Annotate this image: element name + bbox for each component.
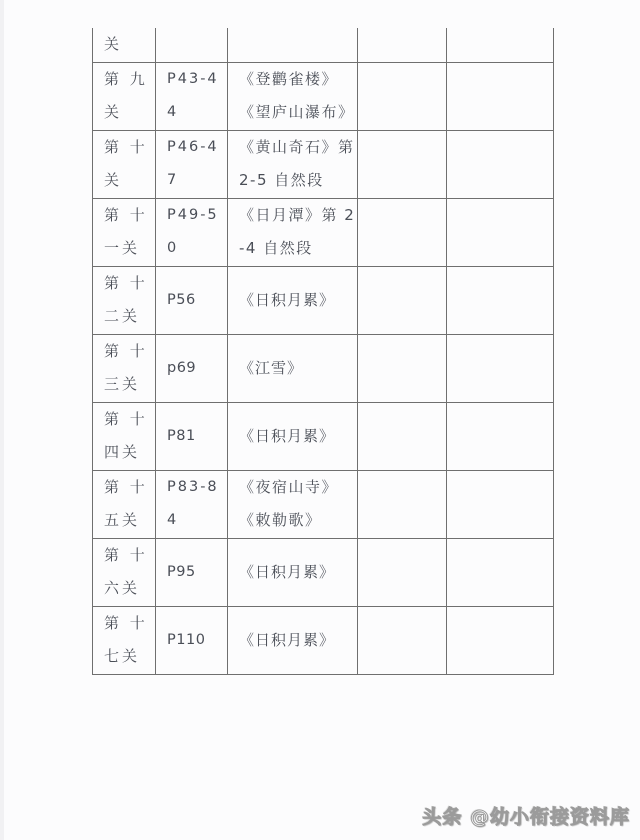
- cell-blank-2: [447, 402, 554, 470]
- cell-line: 0: [167, 240, 179, 256]
- cell-line: 《日积月累》: [239, 630, 336, 649]
- cell-content: [228, 470, 358, 538]
- cell-line: 《黄山奇石》第: [239, 138, 355, 156]
- cell-page-number: [156, 28, 228, 62]
- cell-blank-1: [358, 130, 447, 198]
- table-row: [93, 538, 554, 606]
- cell-page-number: [156, 62, 228, 130]
- cell-line: 4: [167, 104, 179, 120]
- cell-line: P81: [167, 427, 196, 444]
- cell-page-number: [156, 470, 228, 538]
- cell-blank-1: [358, 62, 447, 130]
- cell-page-number: [156, 266, 228, 334]
- table-row: [93, 470, 554, 538]
- cell-line: 第 十: [104, 342, 148, 360]
- cell-line: P46-4: [167, 139, 219, 155]
- cell-line: P56: [167, 291, 196, 308]
- cell-level: [93, 402, 156, 470]
- cell-content: [228, 266, 358, 334]
- cell-level: [93, 130, 156, 198]
- cell-line: P110: [167, 631, 206, 648]
- cell-line: 第 十: [104, 274, 148, 292]
- table-row: [93, 28, 554, 62]
- cell-content: [228, 130, 358, 198]
- cell-line: 第 十: [104, 546, 148, 564]
- cell-line: 第 九: [104, 70, 148, 88]
- cell-line: 第 十: [104, 614, 148, 632]
- cell-content: [228, 606, 358, 674]
- cell-line: 四关: [104, 443, 141, 461]
- cell-line: P95: [167, 563, 196, 580]
- cell-blank-1: [358, 28, 447, 62]
- cell-line: P43-4: [167, 71, 219, 87]
- cell-blank-2: [447, 198, 554, 266]
- cell-line: 第 十: [104, 138, 148, 156]
- cell-level: [93, 334, 156, 402]
- cell-line: 第 十: [104, 206, 148, 224]
- checklist-table-body: [93, 28, 554, 674]
- cell-line: 三关: [104, 375, 141, 393]
- cell-line: 《登鹳雀楼》: [239, 70, 339, 88]
- cell-line: 《敕勒歌》: [239, 511, 322, 529]
- cell-line: 第 十: [104, 410, 148, 428]
- cell-line: 7: [167, 172, 179, 188]
- cell-page-number: [156, 538, 228, 606]
- cell-line: P49-5: [167, 207, 219, 223]
- table-row: [93, 402, 554, 470]
- table-row: [93, 130, 554, 198]
- cell-blank-2: [447, 62, 554, 130]
- cell-line: 《日积月累》: [239, 562, 336, 581]
- cell-blank-1: [358, 266, 447, 334]
- cell-blank-1: [358, 402, 447, 470]
- cell-level: [93, 470, 156, 538]
- cell-blank-2: [447, 334, 554, 402]
- cell-line: 4: [167, 512, 179, 528]
- cell-line: 2-5 自然段: [239, 171, 324, 189]
- cell-content: [228, 402, 358, 470]
- cell-level: [93, 606, 156, 674]
- cell-blank-1: [358, 198, 447, 266]
- cell-page-number: [156, 130, 228, 198]
- cell-line: 《日积月累》: [239, 290, 336, 309]
- cell-content: [228, 334, 358, 402]
- table-row: [93, 334, 554, 402]
- cell-level: [93, 538, 156, 606]
- cell-content: [228, 28, 358, 62]
- cell-content: [228, 538, 358, 606]
- cell-line: 《日积月累》: [239, 426, 336, 445]
- cell-page-number: [156, 402, 228, 470]
- cell-blank-2: [447, 606, 554, 674]
- table-row: [93, 62, 554, 130]
- cell-line: 《江雪》: [239, 358, 304, 377]
- cell-blank-2: [447, 130, 554, 198]
- cell-line: 二关: [104, 307, 141, 325]
- cell-line: -4 自然段: [239, 239, 313, 257]
- cell-line: P83-8: [167, 479, 219, 495]
- cell-level: [93, 198, 156, 266]
- cell-level: [93, 62, 156, 130]
- cell-line: 五关: [104, 511, 141, 529]
- cell-line: 一关: [104, 239, 141, 257]
- cell-line: 七关: [104, 647, 141, 665]
- cell-line: 《日月潭》第 2: [239, 206, 356, 224]
- cell-line: p69: [167, 359, 197, 376]
- cell-line: 《夜宿山寺》: [239, 478, 339, 496]
- cell-line: 六关: [104, 579, 141, 597]
- cell-page-number: [156, 606, 228, 674]
- cell-line: 关: [104, 171, 123, 189]
- cell-content: [228, 198, 358, 266]
- cell-blank-2: [447, 538, 554, 606]
- cell-line: 《望庐山瀑布》: [239, 103, 355, 121]
- cell-page-number: [156, 198, 228, 266]
- cell-blank-1: [358, 470, 447, 538]
- cell-blank-1: [358, 538, 447, 606]
- table-row: [93, 606, 554, 674]
- reading-checklist-table: [92, 28, 554, 675]
- cell-blank-1: [358, 334, 447, 402]
- cell-blank-2: [447, 470, 554, 538]
- cell-line: 关: [104, 103, 123, 121]
- cell-content: [228, 62, 358, 130]
- cell-line: 关: [104, 35, 123, 54]
- table-row: [93, 266, 554, 334]
- cell-page-number: [156, 334, 228, 402]
- cell-level: [93, 266, 156, 334]
- cell-blank-2: [447, 28, 554, 62]
- watermark: 头条 @幼小衔接资料库: [422, 806, 630, 828]
- cell-blank-1: [358, 606, 447, 674]
- cell-blank-2: [447, 266, 554, 334]
- table-row: [93, 198, 554, 266]
- cell-level: [93, 28, 156, 62]
- cell-line: 第 十: [104, 478, 148, 496]
